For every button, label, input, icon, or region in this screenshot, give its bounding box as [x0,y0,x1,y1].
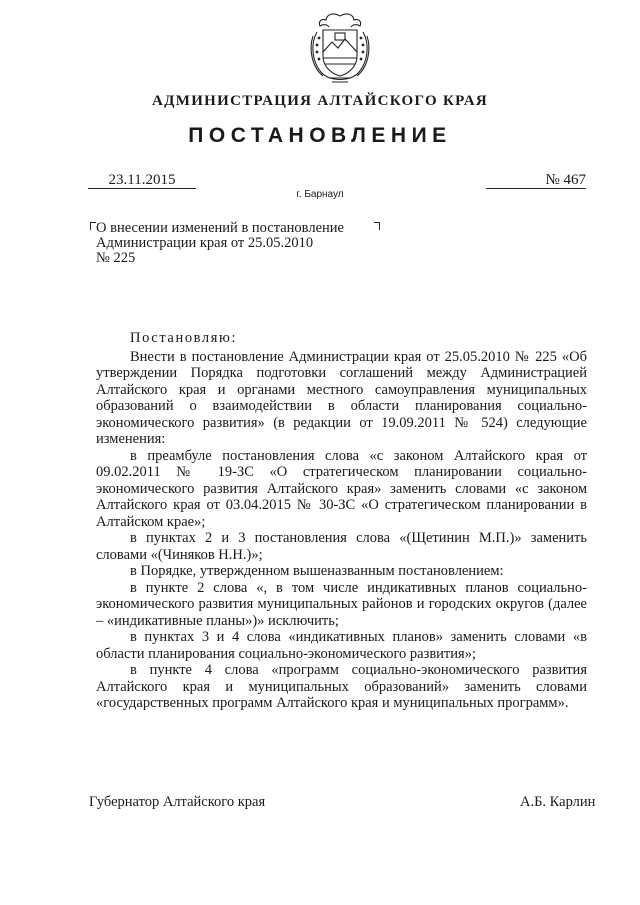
body-paragraph: в пунктах 3 и 4 слова «индикативных планов» заменить словами «в области планирования социально-экономического развития»; [96,629,587,662]
document-number: № 467 [486,172,586,189]
subject-bracket-right [374,222,380,230]
resolution-lead: Постановляю: [130,330,238,346]
organization-name: АДМИНИСТРАЦИЯ АЛТАЙСКОГО КРАЯ [152,93,488,109]
body-paragraph: в пункте 2 слова «, в том числе индикативных планов социально-экономического развития муниципальных районов и городских округов (далее – «индикативные планы»)» исключить; [96,579,587,629]
coat-of-arms-icon [307,12,373,88]
subject-line: О внесении изменений в постановление [96,220,344,236]
body-paragraph: Внести в постановление Администрации края от 25.05.2010 № 225 «Об утверждении Порядка подготовки соглашений между Администрацией Алтайского края и органами местного самоуправления муниципальных образований о взаимодействии в области планирования социально-экономического развития» (в редакции от 19.09.2011 № 524) следующие изменения: [96,348,587,447]
body-paragraph: в пунктах 2 и 3 постановления слова «(Щетинин М.П.)» заменить словами «(Чиняков Н.Н.)»; [96,530,587,563]
body-paragraph: в преамбуле постановления слова «с законом Алтайского края от 09.02.2011 № 19-ЗС «О стратегическом планировании социально-экономического развития Алтайского края» заменить словами «с законом Алтайского края от 03.04.2015 № 30-ЗС «О стратегическом планировании в Алтайском крае»; [96,447,587,530]
document-city: г. Барнаул [296,189,344,200]
document-type-title: ПОСТАНОВЛЕНИЕ [188,124,452,147]
subject-line: Администрации края от 25.05.2010 [96,235,314,251]
subject-line: № 225 [96,250,136,266]
document-date: 23.11.2015 [88,172,196,189]
body-paragraph: в пункте 4 слова «программ социально-экономического развития Алтайского края и муниципальных образований» заменить словами «государственных программ Алтайского края и муниципальных программ». [96,662,587,711]
document-subject [96,221,370,266]
document-body [96,330,587,712]
body-paragraph: в Порядке, утвержденном вышеназванным постановлением: [130,563,504,579]
signatory-name: А.Б. Карлин [520,794,596,810]
signatory-title: Губернатор Алтайского края [89,794,266,810]
